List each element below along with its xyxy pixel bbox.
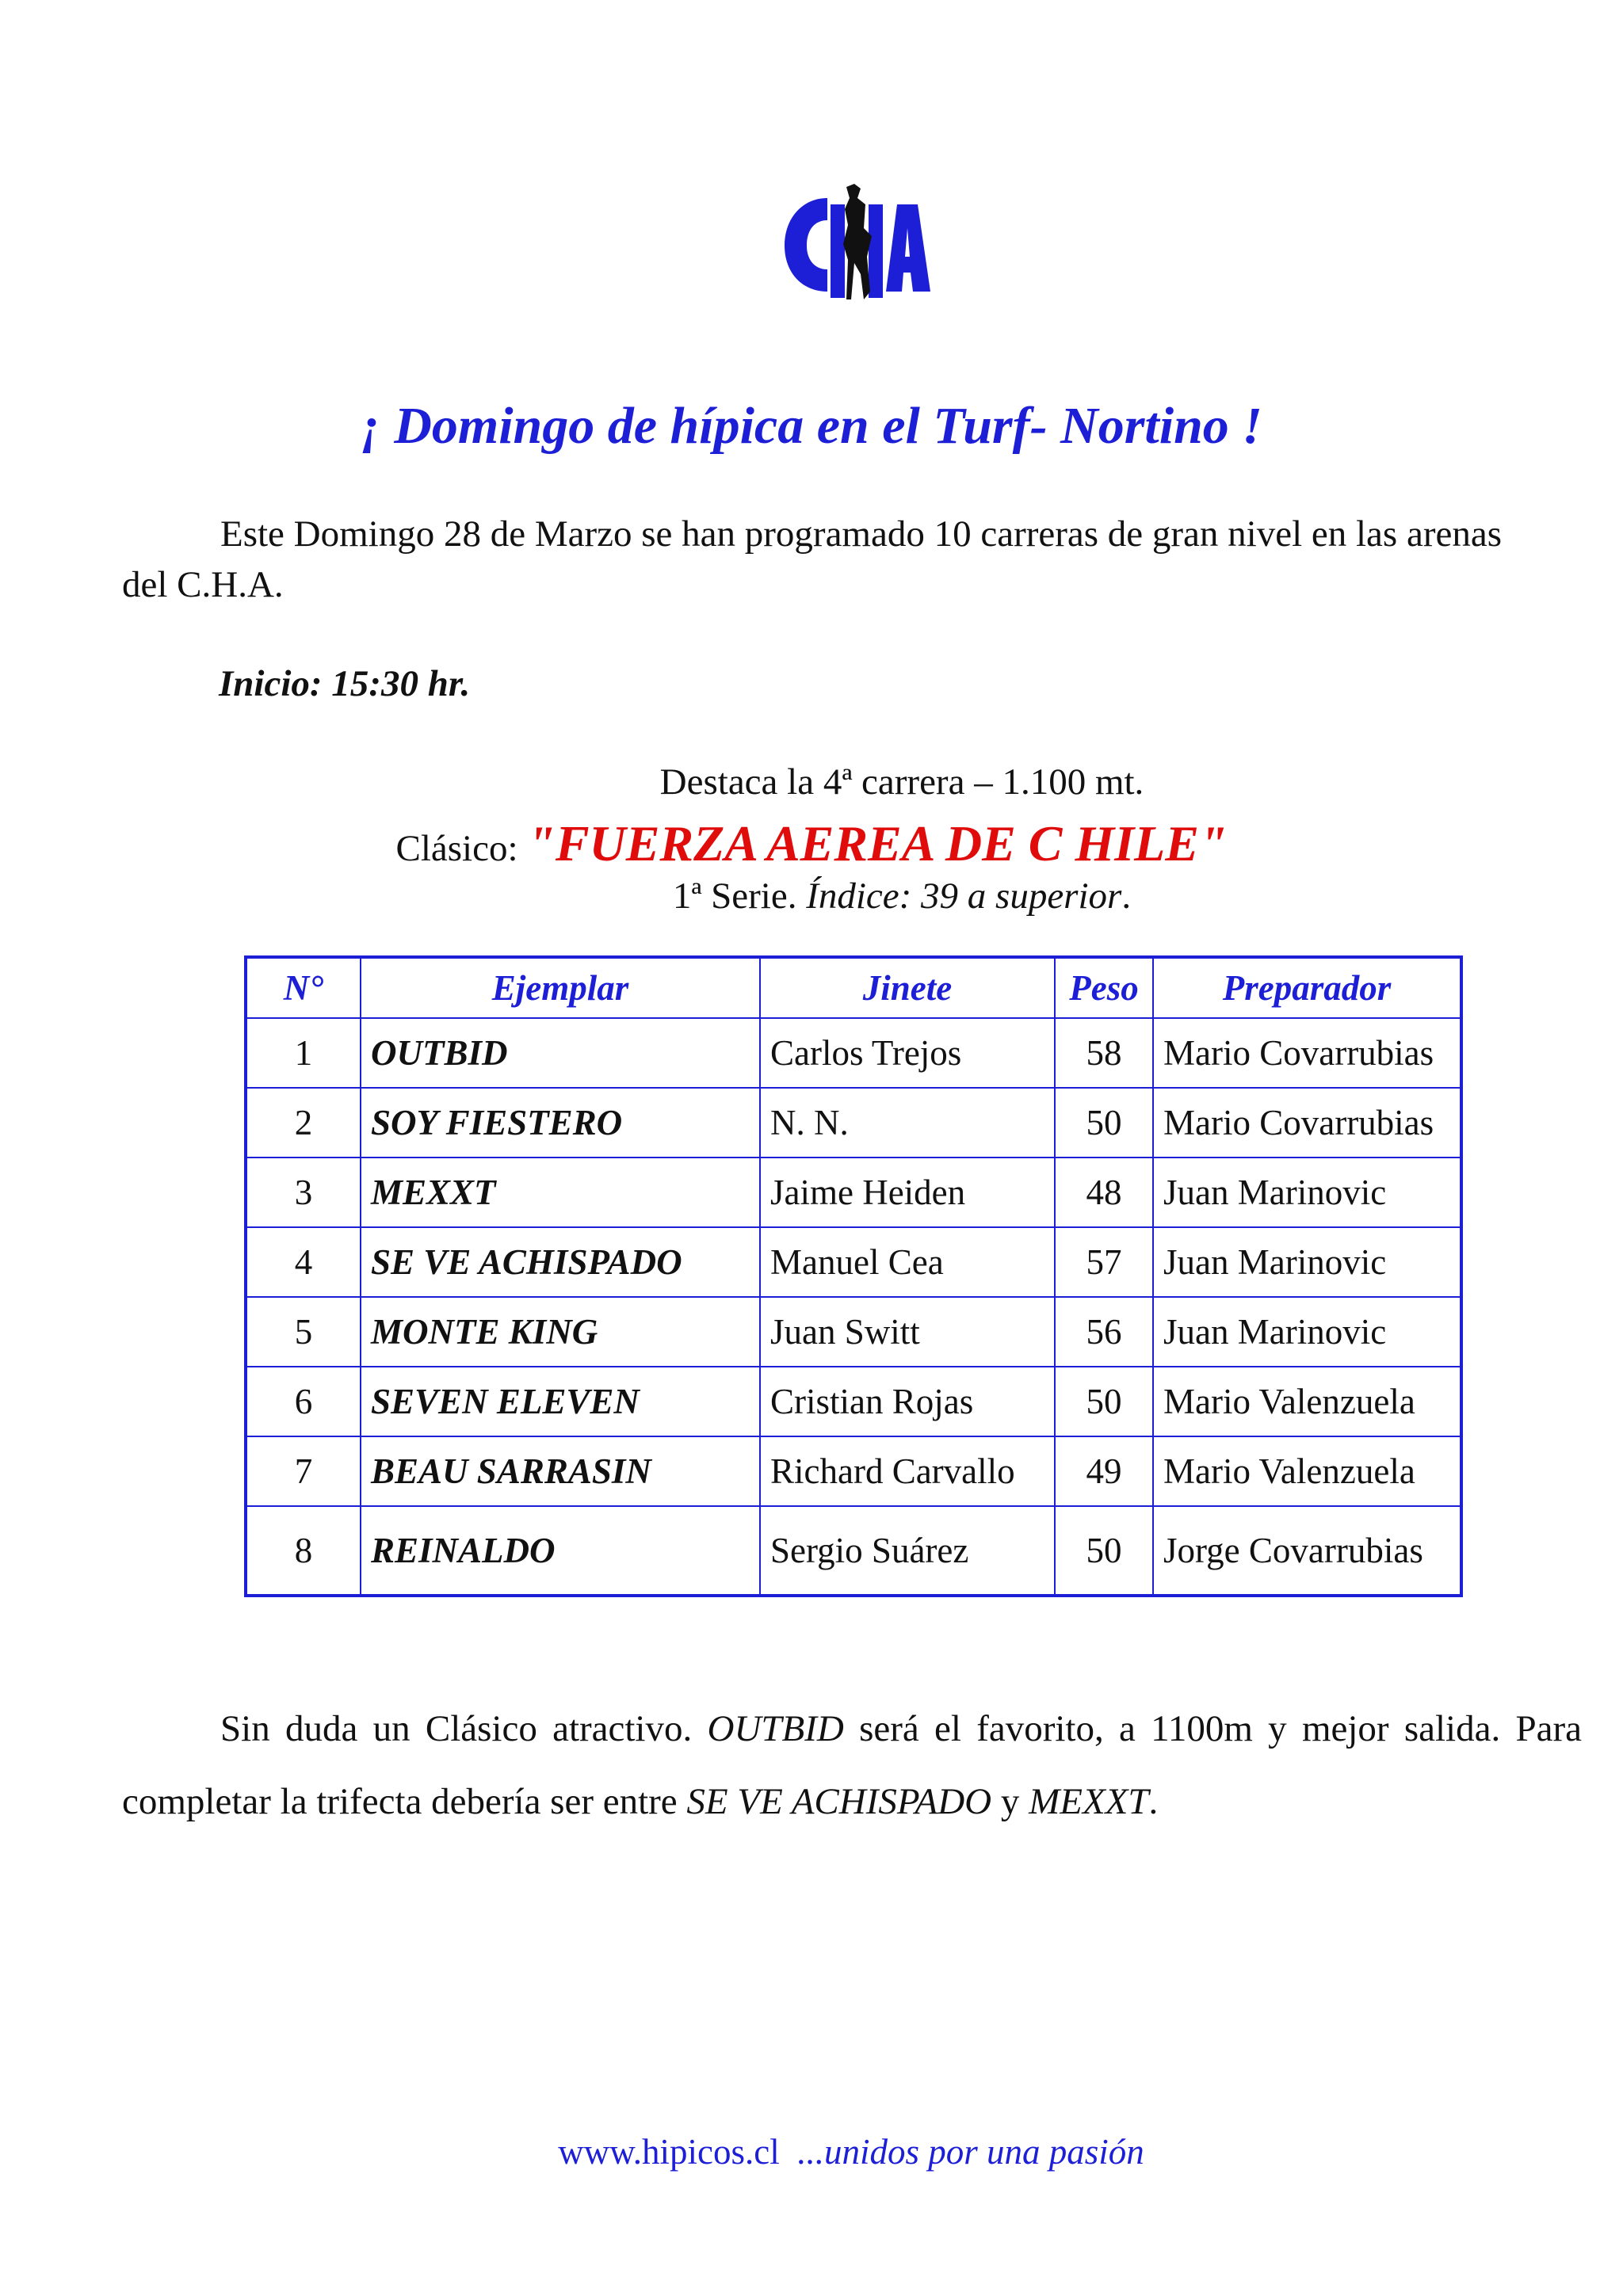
cell-preparador: Mario Covarrubias: [1153, 1088, 1461, 1158]
cell-num: 7: [246, 1436, 361, 1506]
classic-name: "FUERZA AEREA DE C HILE": [527, 815, 1228, 871]
closing-outbid: OUTBID: [707, 1708, 844, 1749]
cell-ejemplar: SOY FIESTERO: [361, 1088, 760, 1158]
header-preparador: Preparador: [1153, 957, 1461, 1018]
table-row: [246, 1088, 1461, 1158]
cell-peso: 50: [1055, 1367, 1153, 1436]
series-line: [90, 875, 1623, 917]
table-row: [246, 1506, 1461, 1596]
closing-achispado: SE VE ACHISPADO: [686, 1781, 992, 1822]
closing-mexxt: MEXXT: [1029, 1781, 1149, 1822]
series-label: 1ª Serie.: [672, 875, 807, 917]
table-row: [246, 1158, 1461, 1227]
header-jinete: Jinete: [760, 957, 1055, 1018]
table-row: [246, 1367, 1461, 1436]
cell-jinete: Manuel Cea: [760, 1227, 1055, 1297]
closing-part1: Sin duda un Clásico atractivo.: [220, 1708, 708, 1749]
closing-paragraph: [122, 1692, 1582, 1838]
cell-peso: 50: [1055, 1506, 1153, 1596]
cell-ejemplar: OUTBID: [361, 1018, 760, 1088]
cell-num: 8: [246, 1506, 361, 1596]
closing-part4: .: [1148, 1781, 1159, 1822]
cell-ejemplar: BEAU SARRASIN: [361, 1436, 760, 1506]
intro-paragraph: [122, 509, 1549, 610]
featured-race: Destaca la 4ª carrera – 1.100 mt.: [659, 761, 1144, 803]
runners-table: [244, 955, 1463, 1597]
cell-ejemplar: MONTE KING: [361, 1297, 760, 1367]
page-title: ¡ Domingo de hípica en el Turf- Nortino !: [361, 397, 1262, 455]
cell-jinete: Sergio Suárez: [760, 1506, 1055, 1596]
cell-num: 2: [246, 1088, 361, 1158]
cell-preparador: Juan Marinovic: [1153, 1297, 1461, 1367]
footer: [0, 2131, 1623, 2172]
cell-peso: 48: [1055, 1158, 1153, 1227]
closing-part2: será el favorito, a 1100m y mejor salida. Para completar la trifecta debería ser entre: [122, 1708, 1582, 1822]
cell-jinete: Richard Carvallo: [760, 1436, 1055, 1506]
cell-preparador: Mario Valenzuela: [1153, 1367, 1461, 1436]
cell-preparador: Jorge Covarrubias: [1153, 1506, 1461, 1596]
cell-ejemplar: SE VE ACHISPADO: [361, 1227, 760, 1297]
footer-url-link[interactable]: www.hipicos.cl: [558, 2132, 780, 2172]
series-end: .: [1121, 875, 1132, 917]
cell-num: 3: [246, 1158, 361, 1227]
header-peso: Peso: [1055, 957, 1153, 1018]
cell-preparador: Mario Covarrubias: [1153, 1018, 1461, 1088]
cell-preparador: Juan Marinovic: [1153, 1158, 1461, 1227]
cell-preparador: Juan Marinovic: [1153, 1227, 1461, 1297]
closing-part3: y: [991, 1781, 1029, 1822]
cell-ejemplar: SEVEN ELEVEN: [361, 1367, 760, 1436]
classic-label: Clásico:: [395, 828, 528, 869]
cell-preparador: Mario Valenzuela: [1153, 1436, 1461, 1506]
start-time: Inicio: 15:30 hr.: [219, 663, 471, 704]
table-row: [246, 1018, 1461, 1088]
cell-peso: 50: [1055, 1088, 1153, 1158]
footer-tagline: ...unidos por una pasión: [797, 2132, 1144, 2172]
table-header-row: [246, 957, 1461, 1018]
cell-jinete: Carlos Trejos: [760, 1018, 1055, 1088]
cell-jinete: Cristian Rojas: [760, 1367, 1055, 1436]
table-row: [246, 1227, 1461, 1297]
cell-ejemplar: REINALDO: [361, 1506, 760, 1596]
cell-jinete: N. N.: [760, 1088, 1055, 1158]
header-num: N°: [246, 957, 361, 1018]
cell-num: 4: [246, 1227, 361, 1297]
cell-ejemplar: MEXXT: [361, 1158, 760, 1227]
table-row: [246, 1436, 1461, 1506]
cell-jinete: Jaime Heiden: [760, 1158, 1055, 1227]
cell-peso: 49: [1055, 1436, 1153, 1506]
header-ejemplar: Ejemplar: [361, 957, 760, 1018]
cell-num: 1: [246, 1018, 361, 1088]
cell-peso: 58: [1055, 1018, 1153, 1088]
cell-num: 5: [246, 1297, 361, 1367]
cha-logo: [778, 181, 935, 307]
table-row: [246, 1297, 1461, 1367]
cell-jinete: Juan Switt: [760, 1297, 1055, 1367]
intro-text: Este Domingo 28 de Marzo se han programado 10 carreras de gran nivel en las arenas del C.H.A.: [122, 513, 1502, 605]
classic-line: [0, 814, 1623, 873]
cell-num: 6: [246, 1367, 361, 1436]
series-index: Índice: 39 a superior: [806, 875, 1122, 917]
cell-peso: 56: [1055, 1297, 1153, 1367]
cell-peso: 57: [1055, 1227, 1153, 1297]
